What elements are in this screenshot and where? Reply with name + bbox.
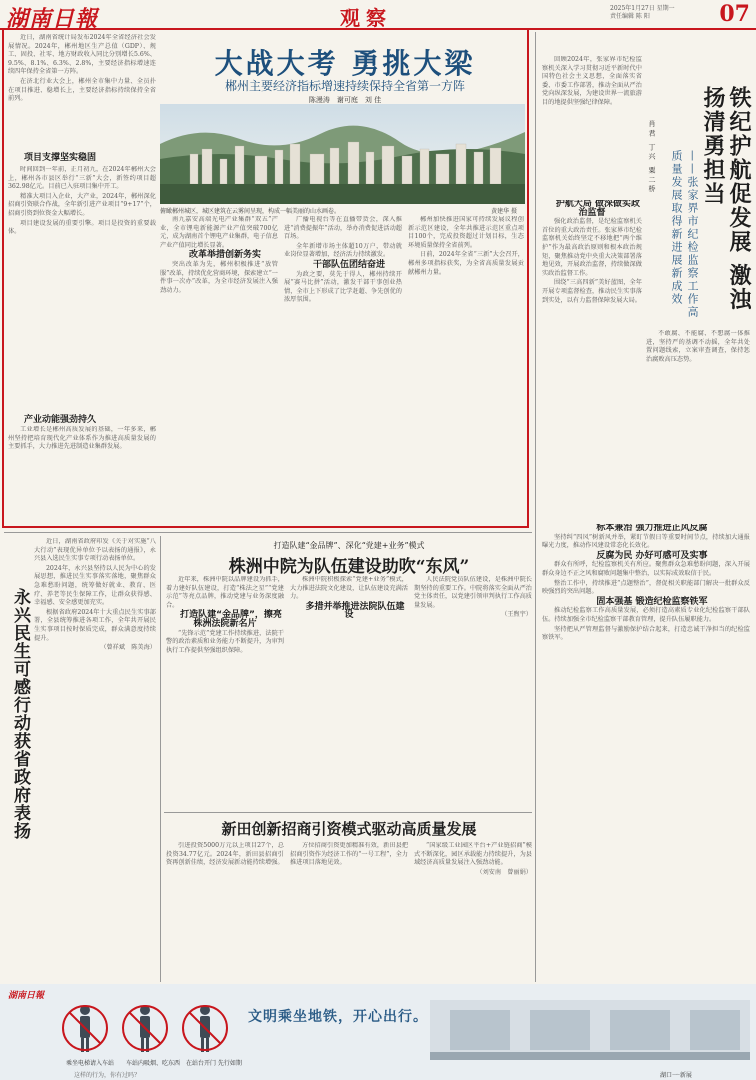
ad-figures-illustration	[60, 998, 240, 1058]
lead-subhead-4: 干部队伍团结奋进	[312, 259, 385, 270]
story4-p3: 株洲中院积极探索“党建+业务”模式，大力推进法院文化建设，让队伍建设充满活力。	[290, 576, 408, 601]
lead-col-5	[408, 216, 524, 526]
right-story-p1: 强化政治监督，是纪检监察机关首位的重大政治责任。张家界市纪检监察机关始终坚定不移地把“两个维护”作为最高政治原则和根本政治规矩，聚焦推动党中央重大决策部署落地见效，开展政治监督，持续做深做实政治监督工作。	[542, 218, 642, 277]
lead-col-3-p2: 突出改革为先，郴州积极推进“放管服”改革，持续优化营商环境，探索建立“一件事一次办”改革，为全市经济发展注入强劲动力。	[160, 260, 278, 294]
lead-col-4-p1: 广播电视台等在直播带货会，深入推进“消费提振年”活动，举办消费促进活动超百场。	[284, 216, 402, 241]
right-story-p6: 整治工作中，持续推进“点题整治”，督促相关职能部门解决一批群众反映强烈的突出问题。	[542, 579, 750, 596]
right-story-p2: 围绕“三高四新”美好蓝图，全年开展专项监督检查，推动民生实事落到实处，以有力监督保障发展大局。	[542, 279, 642, 304]
right-story-p3: 不敢腐、不能腐、不想腐一体推进，坚持严的基调不动摇，全年共处置问题线索，立案审查调查，保持惩治腐败高压态势。	[646, 330, 750, 363]
lead-subhead-3: 改革举措创新务实	[188, 250, 261, 261]
ad-credit: 湖口一·新展	[660, 1072, 692, 1079]
metro-public-service-ad	[0, 984, 756, 1080]
lead-subhead-2: 产业动能强劲持久	[24, 415, 97, 425]
page-number: 07	[719, 1, 750, 27]
masthead	[0, 0, 756, 30]
right-story-lead	[542, 56, 642, 196]
lead-headline: 大战大考 勇挑大梁	[214, 47, 476, 80]
right-column-divider	[535, 32, 536, 982]
right-story-headline: 铁纪护航促发展 激浊扬清勇担当	[700, 86, 752, 312]
right-story-p5: 群众有所呼，纪检监察机关有所应。聚焦群众急难愁盼问题，深入开展群众身边不正之风和腐败问题集中整治，以实际成效取信于民。	[542, 561, 750, 577]
right-story-col-1	[542, 200, 642, 520]
lead-subtitle: 郴州主要经济指标增速持续保持全省第一方阵	[224, 79, 465, 93]
right-story-subhead-2: 标本兼治 强力推进正风反腐	[596, 524, 708, 533]
editor-line: 责任编辑 陈 阳	[610, 13, 650, 20]
ad-station-illustration	[430, 990, 750, 1066]
lead-intro	[8, 34, 156, 144]
lead-photo-credit: 黄建华 摄	[491, 208, 517, 215]
story5-p2: 方位招商引资更加精准有效，新田县把招商引资作为经济工作的“一号工程”，全力推进项目落地见效。	[290, 842, 408, 867]
story4-subhead-2: 多措并举推进法院队伍建设	[305, 601, 405, 621]
story4-left-divider	[160, 536, 161, 982]
right-story-col-2	[646, 330, 750, 520]
lead-col-5-p2: 日前，2024年全省“三新”大会召开，郴州多项指标获奖，为全省高质量发展贡献郴州力量。	[408, 251, 524, 276]
story4-col-1	[166, 576, 284, 808]
lead-col-1-p1: 时间回到一年前，正月初九，在2024年郴州大会上，郴州各市县区举行“三新”大会，新签约项目超362.98亿元。目前已入驻项目集中开工。	[8, 166, 156, 191]
issue-date: 2025年1月27日 星期一	[610, 5, 675, 12]
ad-tag-3: 在站台开门 先行如期	[186, 1060, 242, 1067]
right-story-lead-text: 回顾2024年，张家界市纪检监察机关深入学习贯彻习近平新时代中国特色社会主义思想，全面落实省委、市委工作部署，推动全面从严治党向纵深发展，为建设世界一流旅游目的地提供坚强纪律保障。	[542, 56, 642, 106]
story4-p2: “先锋示范”党建工作持续推进，法院干警的政治素质和业务能力不断提升，为审判执行工作提供坚强组织保障。	[166, 629, 284, 654]
lead-col-1	[8, 166, 156, 416]
lead-col-1-p3: 项目建设发展的重要引擎。项目是投资的重要载体。	[8, 219, 156, 236]
right-story-subhead-1: 护航大局 做深做实政治监督	[555, 200, 641, 218]
story3-p2: 2024年，永兴县坚持以人民为中心的发展思想，推进民生实事落实落地，聚焦群众急难愁盼问题，统筹做好就业、教育、医疗、养老等民生保障工作，让群众获得感、幸福感、安全感更加充实。	[34, 564, 156, 607]
lead-col-2-p1: 工业增长是郴州高质发展的基础，一年多来，郴州坚持把培育现代化产业体系作为推进高质量发展的主要抓手，大力推进先进制造业集群发展。	[8, 426, 156, 451]
lead-col-1-p2: 精准大项目入企业，大产业，2024年，郴州深化招商引资联合作战，全年新引进产业项目“9+17”个，招商引资到位资金大幅增长。	[8, 192, 156, 217]
right-story-col-3	[542, 524, 750, 980]
lead-intro-text: 近日，湖南省统计局发布2024年全省经济社会发展情况。2024年，郴州地区生产总值（GDP）、规工、固投、社零、地方财政收入同比分别增长5.6%、9.5%、8.1%、6.3%、2.8%，主要经济指标增速连续四年保持全省第一方阵。	[8, 34, 156, 76]
lead-bylines: 陈漫涛 谢可庭 刘 佳	[308, 96, 382, 104]
lead-subhead-1: 项目支撑坚实稳固	[24, 153, 97, 163]
story5-credit: （刘安南 曾丽娟）	[476, 868, 532, 876]
story5-col-3	[414, 842, 532, 980]
lead-photo	[160, 104, 525, 204]
ad-slogan: 文明乘坐地铁，开心出行。	[248, 1009, 428, 1025]
lead-col-4	[284, 216, 402, 526]
story3-headline: 永兴民生可感行动获省政府表扬	[10, 588, 30, 840]
story3-p3: 根据省政府2024年十大重点民生实事部署，全县统筹推进各项工作，全年共开展民生实事项目按时保质完成，群众满意度持续提升。	[34, 608, 156, 642]
lead-col-5-p1: 郴州加快推进国家可持续发展议程创新示范区建设，全年共推进示范区重点项目100个，完成投资超过计划目标，生态环境质量保持全省前列。	[408, 216, 524, 249]
right-story-subhead-3: 反腐为民 办好可感可及实事	[596, 550, 708, 561]
story5-headline: 新田创新招商引资模式驱动高质量发展	[221, 820, 477, 838]
ad-footer: 这样的行为，你有过吗？	[74, 1072, 141, 1079]
story3-p1: 近日，湖南省政府印发《关于对实施“八大行动”表现优异单位予以表扬的通报》，永兴县入选民生实事专项行动表扬单位。	[34, 538, 156, 563]
story3-body	[34, 538, 156, 938]
right-story-p7: 推动纪检监察工作高质量发展，必须打造高素质专业化纪检监察干部队伍。持续加强全市纪检监察干部教育管理，提升队伍履职能力。	[542, 607, 750, 623]
right-story-bylines: 肖 君 丁 兴 粟 二 桥	[648, 120, 656, 192]
lead-caption-text: 俯瞰郴州城区，城区建筑在云雾间呈现，构成一幅美丽的山水画卷。	[160, 208, 341, 215]
story5-p3: “国家级工业园区平台+产业链招商”模式不断深化，园区承载能力持续提升，为县域经济高质量发展注入强劲动能。	[414, 842, 532, 867]
lead-intro-text-2: 在济北行业大会上，郴州全市集中力量、全员扑在项目推进、稳增长上，主要经济指标持续保持全省前列。	[8, 77, 156, 103]
ad-tag-2: 车站内吸烟、吃东西	[126, 1060, 181, 1067]
story5-top-divider	[164, 812, 532, 813]
lead-col-4-p3: 为政之要，莫先于得人，郴州持续开展“赛马比拼”活动，激发干部干事创业热情，全市上下形成了比学赶超、争先创优的浓厚氛围。	[284, 270, 402, 304]
ad-logo: 湖南日報	[8, 991, 45, 1001]
story4-p4: 人民法院党员队伍建设，是株洲中院长期坚持的重要工作。中院将落实全面从严治党主体责任，以党建引领审判执行工作高质量发展。	[414, 576, 532, 609]
story4-subhead-1: 打造队建“金品牌”，擦亮株洲法院新名片	[180, 610, 282, 629]
story3-top-divider	[4, 532, 532, 533]
ad-tag-1: 乘坐电梯请入车站	[66, 1060, 115, 1067]
story5-col-1	[166, 842, 284, 980]
story4-credit: （王煦宇）	[501, 611, 532, 619]
right-story-subtitle: ——张家界市纪检监察工作高质量发展取得新进展新成效	[670, 150, 699, 319]
story4-p1: 近年来，株洲中院以品牌建设为抓手，着力建好队伍建设，打造“株法之星”“党建示范”等亮点品牌，推动党建与业务深度融合。	[166, 576, 284, 609]
lead-col-2	[8, 426, 156, 524]
lead-col-4-p2: 全年新增市场主体超10万户，带动就业岗位显著增加，经济活力持续激发。	[284, 242, 402, 259]
lead-col-3-p1: 南九嘉安高端光电产业集群“双五”产业，全市锂电新能源产业产值突破700亿元，成为湖南首个锂电产业集群，电子信息产业产值同比增长显著。	[160, 216, 278, 249]
right-story-p8: 坚持把从严管理监督与激励保护结合起来，打造忠诚干净担当的纪检监察铁军。	[542, 625, 750, 642]
story4-headline: 株洲中院为队伍建设助吹“东风”	[228, 557, 470, 577]
story5-col-2	[290, 842, 408, 980]
story5-p1: 引进投资5000万元以上项目27个，总投资34.77亿元。2024年，新田县招商引资再创新佳绩，经济发展新动能持续增强。	[166, 842, 284, 867]
section-title: 观察	[340, 6, 392, 30]
story3-credit: （曾祥斌 陈美海）	[100, 644, 156, 652]
right-story-p4: 坚持纠“四风”树新风并举，紧盯节假日等重要时间节点，持续加大通报曝光力度，推动作风建设常态化长效化。	[542, 533, 750, 550]
story4-kicker: 打造队建“金品牌”、深化“党建+业务”模式	[273, 541, 425, 550]
right-story-subhead-4: 固本强基 锻造纪检监察铁军	[596, 596, 708, 607]
lead-col-3	[160, 216, 278, 526]
dateline	[610, 5, 720, 21]
newspaper-logo: 湖南日報	[6, 6, 99, 32]
lead-photo-caption	[160, 206, 525, 215]
story4-col-2	[290, 576, 408, 808]
story4-col-3	[414, 576, 532, 808]
